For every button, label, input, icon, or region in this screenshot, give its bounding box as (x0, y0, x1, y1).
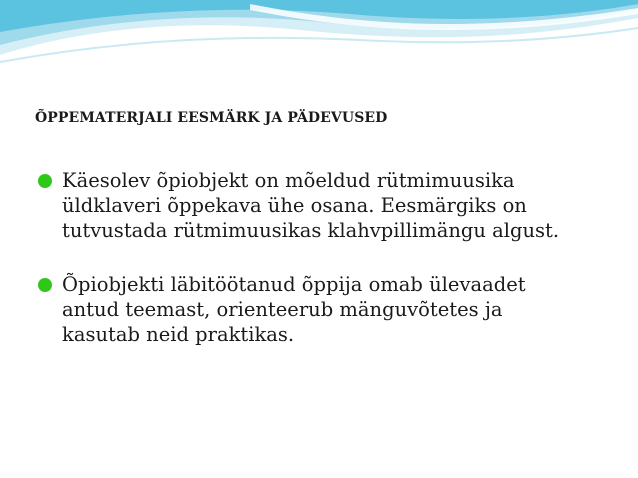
bullet-dot-icon (38, 174, 52, 188)
slide-title: ÕPPEMATERJALI EESMÄRK JA PÄDEVUSED (35, 110, 388, 126)
bullet-item (38, 272, 582, 347)
bullet-text: Käesolev õpiobjekt on mõeldud rütmimuusika üldklaveri õppekava ühe osana. Eesmärgiks on tutvustada rütmimuusikas klahvpillimängu algust. (62, 169, 560, 242)
bullet-dot-icon (38, 278, 52, 292)
bullet-item (38, 168, 582, 243)
header-wave-decoration (0, 0, 638, 80)
bullet-list (38, 168, 618, 376)
bullet-text: Õpiobjekti läbitöötanud õppija omab ülevaadet antud teemast, orienteerub mänguvõtetes ja kasutab neid praktikas. (62, 273, 526, 346)
